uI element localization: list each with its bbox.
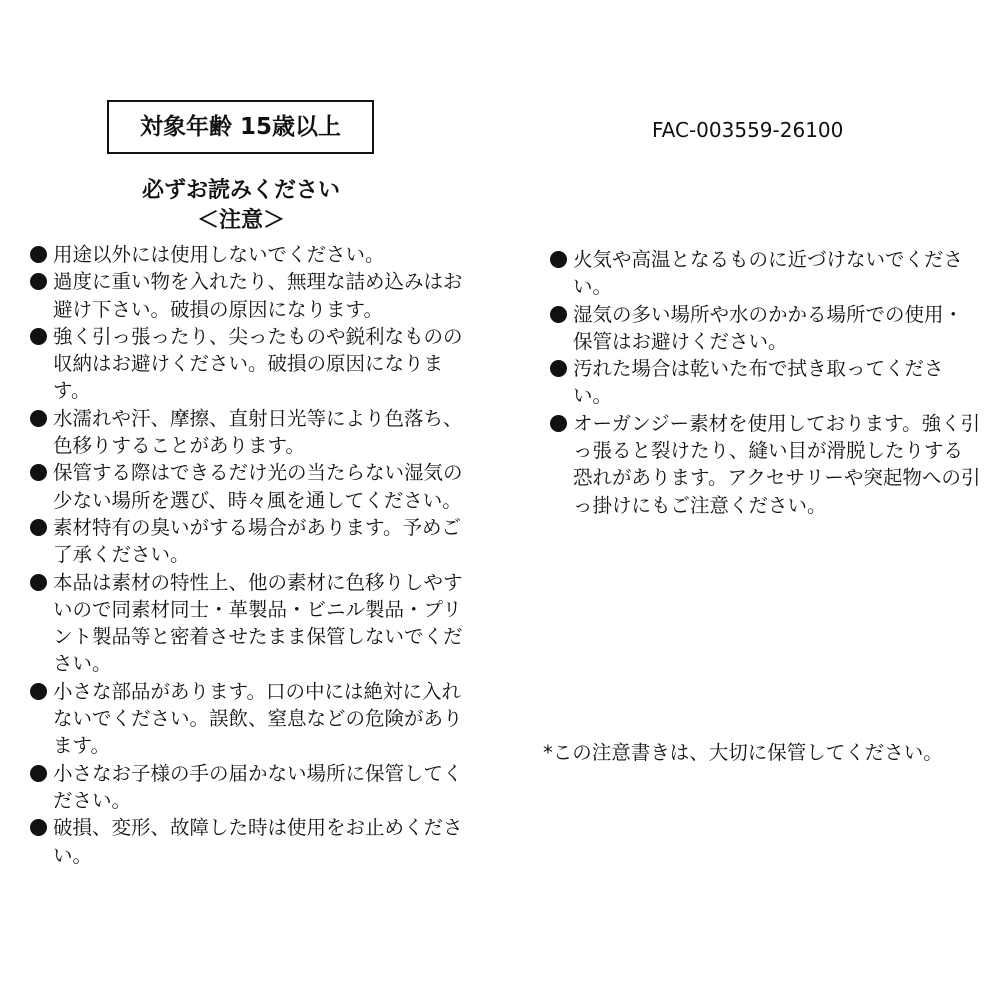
caution-text: 破損、変形、故障した時は使用をお止めください。: [53, 816, 463, 867]
caution-text: オーガンジー素材を使用しております。強く引っ張ると裂けたり、縫い目が滑脱したりする恐れがあります。アクセサリーや突起物への引っ掛けにもご注意ください。: [573, 411, 981, 517]
caution-text: 本品は素材の特性上、他の素材に色移りしやすいので同素材同士・革製品・ビニル製品・プリント製品等と密着させたまま保管しないでください。: [53, 570, 463, 676]
bullet-icon: [30, 819, 47, 836]
bullet-icon: [30, 273, 47, 290]
caution-item: [29, 678, 465, 760]
caution-text: 火気や高温となるものに近づけないでください。: [573, 248, 964, 299]
caution-text: 湿気の多い場所や水のかかる場所での使用・保管はお避けください。: [573, 302, 964, 353]
bullet-icon: [30, 328, 47, 345]
caution-text: 水濡れや汗、摩擦、直射日光等により色落ち、色移りすることがあります。: [53, 406, 463, 458]
notice-heading: 必ずお読みください: [141, 178, 340, 203]
caution-item: [29, 814, 465, 869]
caution-text: 小さな部品があります。口の中には絶対に入れないでください。誤飲、窒息などの危険があります。: [53, 679, 463, 758]
bullet-icon: [550, 251, 567, 268]
caution-item: [549, 301, 981, 356]
caution-item: [29, 241, 465, 268]
bullet-icon: [30, 410, 47, 427]
caution-item: [29, 569, 465, 678]
bullet-icon: [550, 415, 567, 432]
caution-text: 保管する際はできるだけ光の当たらない湿気の少ない場所を選び、時々風を通してください。: [53, 461, 463, 512]
caution-item: [29, 405, 465, 460]
bullet-icon: [30, 574, 47, 591]
product-code: FAC-003559-26100: [652, 118, 844, 142]
caution-item: [29, 323, 465, 405]
caution-list-left: [29, 241, 465, 869]
caution-item: [29, 514, 465, 569]
caution-text: 汚れた場合は乾いた布で拭き取ってください。: [573, 357, 944, 408]
caution-item: [29, 760, 465, 815]
caution-item: [29, 459, 465, 514]
caution-item: [29, 268, 465, 323]
caution-item: [549, 355, 981, 410]
age-label: 対象年齢 15歳以上: [107, 100, 374, 154]
footnote: *この注意書きは、大切に保管してください。: [543, 741, 943, 764]
notice-subheading: ＜注意＞: [196, 208, 285, 233]
caution-text: 強く引っ張ったり、尖ったものや鋭利なものの収納はお避けください。破損の原因になります。: [53, 324, 463, 403]
caution-text: 素材特有の臭いがする場合があります。予めご了承ください。: [53, 515, 461, 567]
bullet-icon: [30, 519, 47, 536]
bullet-icon: [30, 765, 47, 782]
caution-text: 過度に重い物を入れたり、無理な詰め込みはお避け下さい。破損の原因になります。: [53, 270, 463, 321]
caution-text: 用途以外には使用しないでください。: [53, 243, 385, 266]
bullet-icon: [30, 464, 47, 481]
caution-list-right: [549, 246, 981, 519]
bullet-icon: [30, 683, 47, 700]
bullet-icon: [550, 306, 567, 323]
bullet-icon: [30, 246, 47, 263]
caution-text: 小さなお子様の手の届かない場所に保管してください。: [53, 761, 463, 812]
caution-item: [549, 246, 981, 301]
caution-item: [549, 410, 981, 519]
bullet-icon: [550, 360, 567, 377]
